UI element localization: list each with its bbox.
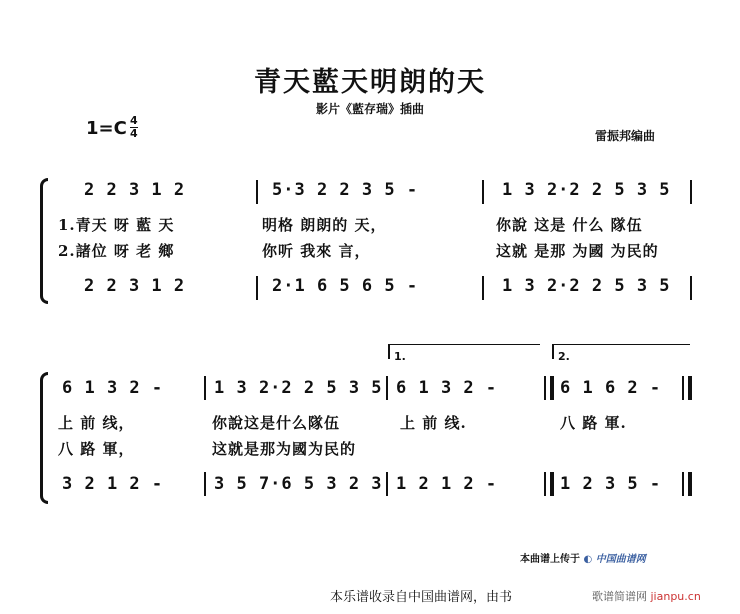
- s2-lower-m1: 3 2 1 2 -: [62, 474, 164, 494]
- system2-brace: [40, 372, 48, 504]
- barline: [204, 472, 206, 496]
- barline: [256, 180, 258, 204]
- repeat-barline: [544, 472, 546, 496]
- composer: 雷振邦编曲: [595, 129, 656, 143]
- s1-lower-m2: 2·1 6 5 6 5 -: [272, 276, 419, 296]
- s1-lower-m3: 1 3 2·2 2 5 3 5: [502, 276, 671, 296]
- volta-1-label: 1.: [394, 350, 406, 363]
- final-barline-thick: [688, 472, 692, 496]
- s2-lower-m3: 1 2 1 2 -: [396, 474, 498, 494]
- s2-upper-m4: 6 1 6 2 -: [560, 378, 662, 398]
- s2-lyric1-d: 八 路 軍.: [560, 414, 627, 432]
- barline: [386, 472, 388, 496]
- barline: [386, 376, 388, 400]
- barline: [482, 276, 484, 300]
- system1-brace: [40, 178, 48, 304]
- s1-upper-m3: 1 3 2·2 2 5 3 5: [502, 180, 671, 200]
- barline: [690, 180, 692, 204]
- final-barline: [682, 472, 684, 496]
- time-signature-bottom: 4: [130, 127, 138, 140]
- final-barline-thick: [688, 376, 692, 400]
- repeat-barline: [544, 376, 546, 400]
- volta-2-label: 2.: [558, 350, 570, 363]
- s1-lyric2-a: 2.諸位 呀 老 鄉: [58, 242, 175, 260]
- s1-lower-m1: 2 2 3 1 2: [84, 276, 186, 296]
- s2-lyric2-a: 八 路 軍，: [58, 440, 135, 458]
- volta-1-bracket: [388, 344, 540, 359]
- s2-upper-m1: 6 1 3 2 -: [62, 378, 164, 398]
- s1-lyric1-b: 明格 朗朗的 天，: [262, 216, 387, 234]
- time-signature: [130, 115, 138, 140]
- barline: [204, 376, 206, 400]
- volta-2-bracket: [552, 344, 690, 359]
- s2-lower-m4: 1 2 3 5 -: [560, 474, 662, 494]
- watermark: [592, 588, 701, 604]
- barline: [482, 180, 484, 204]
- repeat-barline-thick: [550, 376, 554, 400]
- s2-upper-m3: 6 1 3 2 -: [396, 378, 498, 398]
- watermark-text: 歌谱简谱网: [592, 590, 647, 603]
- barline: [690, 276, 692, 300]
- source-notice: 本乐谱收录自中国曲谱网，由书: [330, 590, 513, 605]
- s2-upper-m2: 1 3 2·2 2 5 3 5: [214, 378, 383, 398]
- site-logo-icon: ◐: [583, 554, 593, 565]
- s2-lyric1-b: 你說这是什么隊伍: [212, 414, 341, 432]
- song-subtitle: 影片《藍存瑞》插曲: [315, 102, 424, 116]
- s2-lyric1-c: 上 前 线.: [400, 414, 467, 432]
- s2-lyric2-b: 这就是那为國为民的: [212, 440, 357, 458]
- s1-upper-m1: 2 2 3 1 2: [84, 180, 186, 200]
- time-signature-top: 4: [130, 114, 138, 127]
- s1-lyric2-c: 这就 是那 为國 为民的: [496, 242, 659, 260]
- repeat-barline-thick: [550, 472, 554, 496]
- song-title: 青天藍天明朗的天: [254, 67, 486, 98]
- s2-lyric1-a: 上 前 线，: [58, 414, 135, 432]
- upload-credit-text: 本曲谱上传于: [520, 554, 580, 565]
- site-brand: 中国曲谱网: [595, 554, 646, 565]
- s1-lyric2-b: 你听 我來 言，: [262, 242, 371, 260]
- key-signature: 1=C: [86, 118, 127, 139]
- s1-lyric1-c: 你說 这是 什么 隊伍: [496, 216, 643, 234]
- s1-upper-m2: 5·3 2 2 3 5 -: [272, 180, 419, 200]
- watermark-url: jianpu.cn: [650, 590, 701, 603]
- barline: [256, 276, 258, 300]
- final-barline: [682, 376, 684, 400]
- s1-lyric1-a: 1.青天 呀 藍 天: [58, 216, 175, 234]
- upload-credit: [520, 550, 646, 565]
- s2-lower-m2: 3 5 7·6 5 3 2 3: [214, 474, 383, 494]
